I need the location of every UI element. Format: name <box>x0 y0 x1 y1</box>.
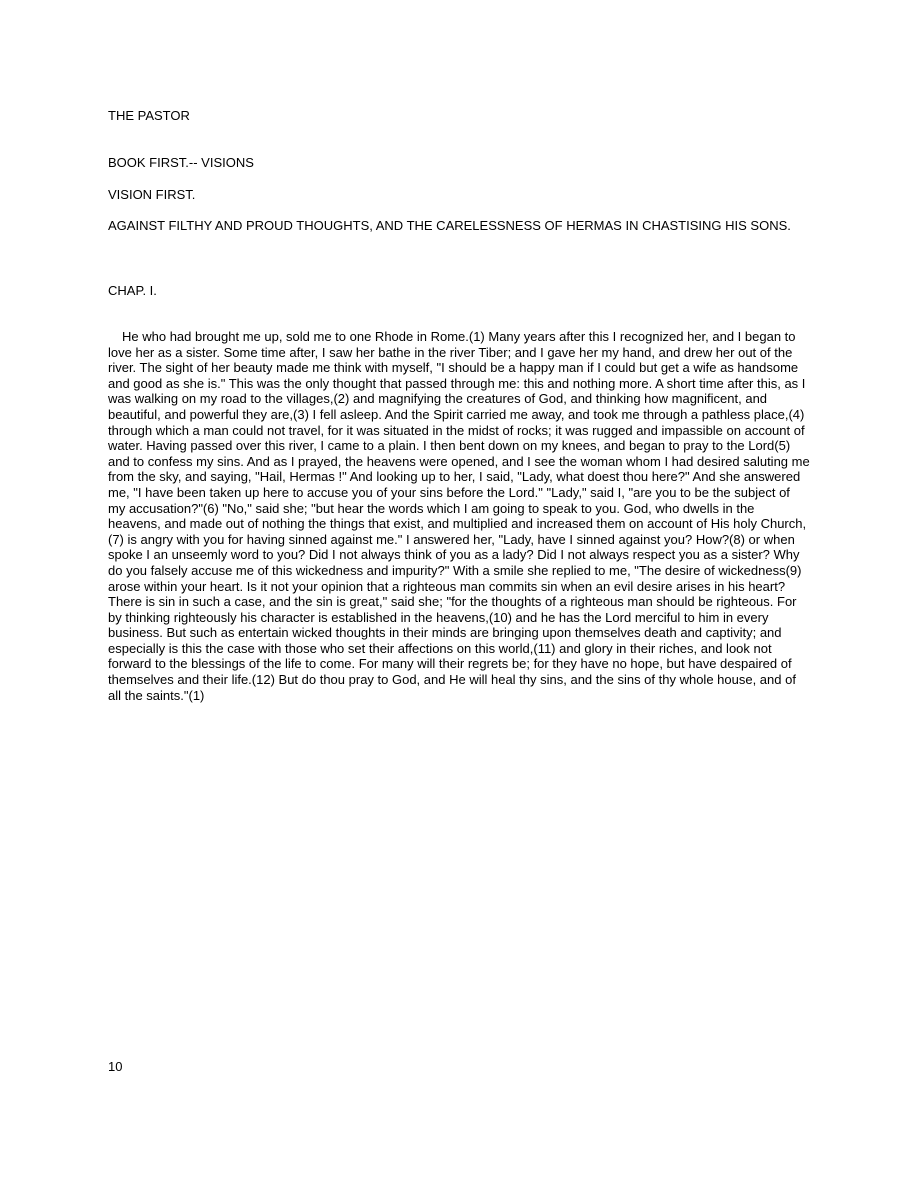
running-title: THE PASTOR <box>108 108 190 123</box>
book-heading: BOOK FIRST.-- VISIONS <box>108 155 254 170</box>
body-paragraph: He who had brought me up, sold me to one Rhode in Rome.(1) Many years after this I recognized her, and I began to love her as a sister. Some time after, I saw her bathe in the river Tiber; and I gave her my hand, and drew her out of the river. The sight of her beauty made me think with myself, "I should be a happy man if I could but get a wife as handsome and good as she is." This was the only thought that passed through me: this and nothing more. A short time after this, as I was walking on my road to the villages,(2) and magnifying the creatures of God, and thinking how magnificent, and beautiful, and powerful they are,(3) I fell asleep. And the Spirit carried me away, and took me through a pathless place,(4) through which a man could not travel, for it was situated in the midst of rocks; it was rugged and impassible on account of water. Having passed over this river, I came to a plain. I then bent down on my knees, and began to pray to the Lord(5) and to confess my sins. And as I prayed, the heavens were opened, and I see the woman whom I had desired saluting me from the sky, and saying, "Hail, Hermas !" And looking up to her, I said, "Lady, what doest thou here?" And she answered me, "I have been taken up here to accuse you of your sins before the Lord." "Lady," said I, "are you to be the subject of my accusation?"(6) "No," said she; "but hear the words which I am going to speak to you. God, who dwells in the heavens, and made out of nothing the things that exist, and multiplied and increased them on account of His holy Church,(7) is angry with you for having sinned against me." I answered her, "Lady, have I sinned against you? How?(8) or when spoke I an unseemly word to you? Did I not always think of you as a lady? Did I not always respect you as a sister? Why do you falsely accuse me of this wickedness and impurity?" With a smile she replied to me, "The desire of wickedness(9) arose within your heart. Is it not your opinion that a righteous man commits sin when an evil desire arises in his heart? There is sin in such a case, and the sin is great," said she; "for the thoughts of a righteous man should be righteous. For by thinking righteously his character is established in the heavens,(10) and he has the Lord merciful to him in every business. But such as entertain wicked thoughts in their minds are bringing upon themselves death and captivity; and especially is this the case with those who set their affections on this world,(11) and glory in their riches, and look not forward to the blessings of the life to come. For many will their regrets be; for they have no hope, but have despaired of themselves and their life.(12) But do thou pray to God, and He will heal thy sins, and the sins of thy whole house, and of all the saints."(1) <box>108 329 810 703</box>
chapter-heading: CHAP. I. <box>108 283 157 298</box>
vision-heading: VISION FIRST. <box>108 187 196 202</box>
vision-subtitle: AGAINST FILTHY AND PROUD THOUGHTS, AND THE CARELESSNESS OF HERMAS IN CHASTISING HIS SONS. <box>108 218 791 233</box>
page-number: 10 <box>108 1059 123 1074</box>
